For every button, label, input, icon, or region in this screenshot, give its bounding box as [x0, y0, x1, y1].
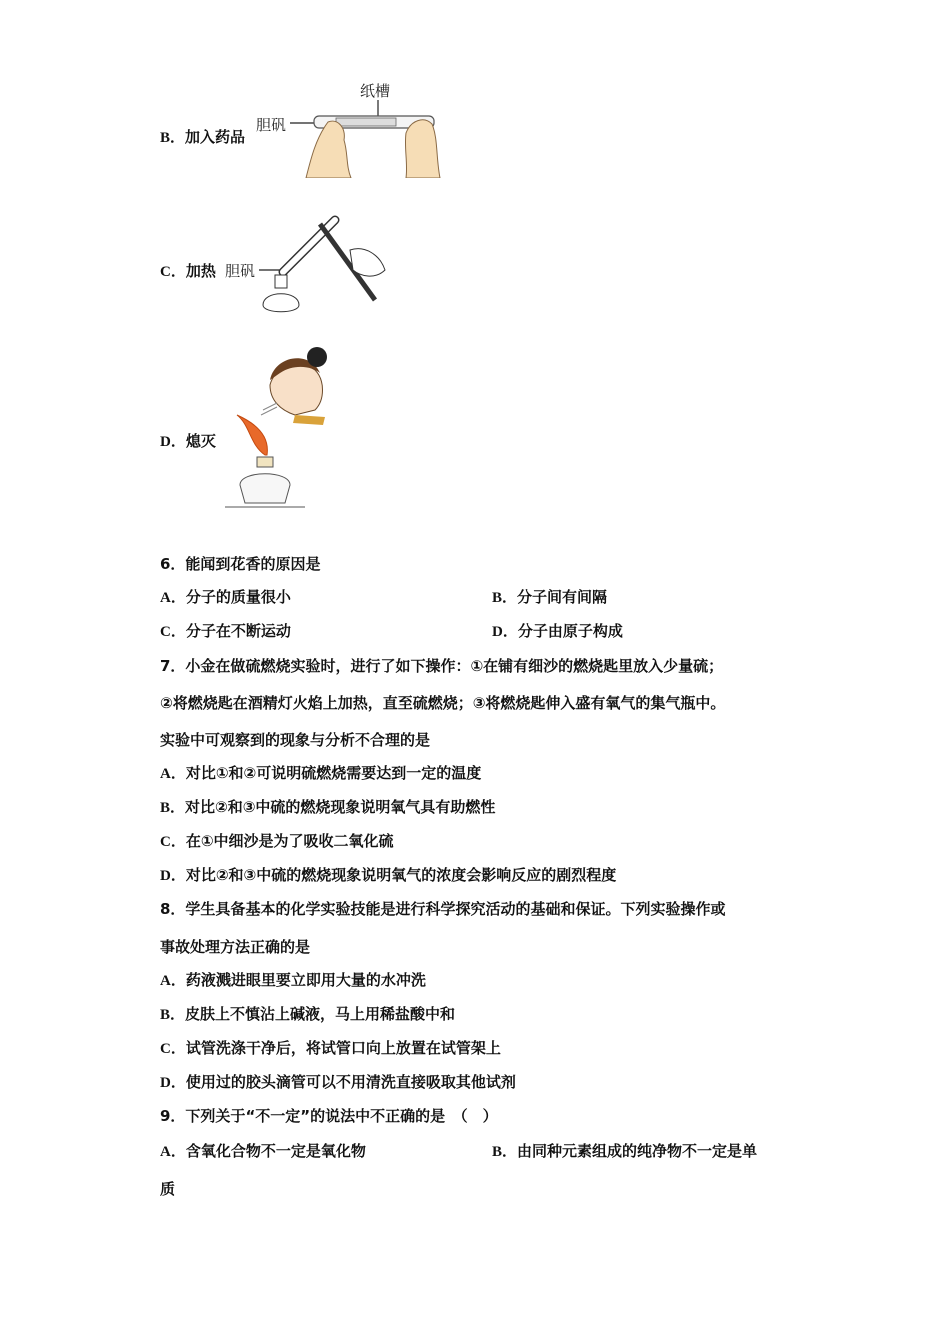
blowing-out-lamp-illustration	[225, 345, 335, 515]
q7-option-c	[160, 831, 394, 852]
q9-stem: 9．下列关于“不一定”的说法中不正确的是 （ ）	[160, 1107, 498, 1125]
option-letter: C．	[160, 1041, 186, 1057]
figure-add-reagent	[256, 78, 446, 178]
option-letter: B．	[492, 1144, 518, 1160]
q8-option-b	[160, 1004, 455, 1025]
q8-option-c	[160, 1038, 501, 1059]
option-letter: B．	[160, 800, 186, 816]
option-letter: C．	[160, 624, 186, 640]
option-letter: A．	[160, 590, 186, 606]
q9-option-a	[160, 1141, 366, 1162]
option-text: 加热	[185, 262, 216, 280]
option-letter: C．	[160, 264, 186, 280]
option-text: 分子在不断运动	[185, 622, 291, 640]
option-text: 对比①和②可说明硫燃烧需要达到一定的温度	[185, 764, 482, 782]
q8-option-a	[160, 970, 426, 991]
q8-stem-line-1: 8．学生具备基本的化学实验技能是进行科学探究活动的基础和保证。下列实验操作或	[160, 900, 726, 918]
q5-option-b	[160, 127, 245, 148]
q9-option-b	[492, 1141, 757, 1162]
option-text: 熄灭	[185, 432, 216, 450]
figure-label-bluestone: 胆矾	[225, 262, 256, 280]
option-letter: A．	[160, 973, 186, 989]
option-text: 皮肤上不慎沾上碱液，马上用稀盐酸中和	[185, 1005, 456, 1023]
option-text: 对比②和③中硫的燃烧现象说明氧气具有助燃性	[185, 798, 496, 816]
q7-stem-line-1: 7．小金在做硫燃烧实验时，进行了如下操作：①在铺有细沙的燃烧匙里放入少量硫；	[160, 657, 724, 675]
figure-label-bluestone: 胆矾	[256, 116, 287, 134]
option-text: 药液溅进眼里要立即用大量的水冲洗	[185, 971, 426, 989]
option-letter: B．	[160, 130, 186, 146]
q5-option-c	[160, 261, 216, 282]
option-text: 试管洗涤干净后，将试管口向上放置在试管架上	[185, 1039, 501, 1057]
option-letter: B．	[160, 1007, 186, 1023]
q7-stem-line-3: 实验中可观察到的现象与分析不合理的是	[160, 731, 431, 749]
option-text: 分子间有间隔	[517, 588, 608, 606]
q6-option-c	[160, 621, 291, 642]
alcohol-lamp-heating-illustration	[225, 210, 395, 320]
q6-option-a	[160, 587, 291, 608]
option-text: 加入药品	[185, 128, 246, 146]
option-letter: D．	[160, 1075, 186, 1091]
q7-option-d	[160, 865, 616, 886]
option-letter: A．	[160, 766, 186, 782]
test-tube-hands-illustration	[256, 78, 446, 178]
q7-stem-line-2: ②将燃烧匙在酒精灯火焰上加热，直至硫燃烧；③将燃烧匙伸入盛有氧气的集气瓶中。	[160, 694, 726, 712]
q6-option-b	[492, 587, 607, 608]
option-letter: D．	[160, 434, 186, 450]
q5-option-d	[160, 431, 216, 452]
option-text: 分子的质量很小	[185, 588, 291, 606]
figure-label-paper-trough: 纸槽	[360, 82, 391, 100]
q6-stem: 6．能闻到花香的原因是	[160, 555, 321, 573]
option-text: 对比②和③中硫的燃烧现象说明氧气的浓度会影响反应的剧烈程度	[185, 866, 617, 884]
option-letter: B．	[492, 590, 518, 606]
option-letter: C．	[160, 834, 186, 850]
option-text: 在①中细沙是为了吸收二氧化硫	[185, 832, 394, 850]
q9-option-b-continuation: 质	[160, 1180, 176, 1198]
q7-option-a	[160, 763, 481, 784]
figure-extinguish	[225, 345, 335, 515]
q8-stem-line-2: 事故处理方法正确的是	[160, 938, 311, 956]
option-letter: D．	[160, 868, 186, 884]
option-text: 含氧化合物不一定是氧化物	[185, 1142, 366, 1160]
q8-option-d	[160, 1072, 516, 1093]
q7-option-b	[160, 797, 495, 818]
option-text: 分子由原子构成	[517, 622, 623, 640]
q6-option-d	[492, 621, 623, 642]
figure-heating	[225, 210, 395, 320]
option-letter: D．	[492, 624, 518, 640]
option-text: 使用过的胶头滴管可以不用清洗直接吸取其他试剂	[185, 1073, 516, 1091]
option-text: 由同种元素组成的纯净物不一定是单	[517, 1142, 758, 1160]
option-letter: A．	[160, 1144, 186, 1160]
